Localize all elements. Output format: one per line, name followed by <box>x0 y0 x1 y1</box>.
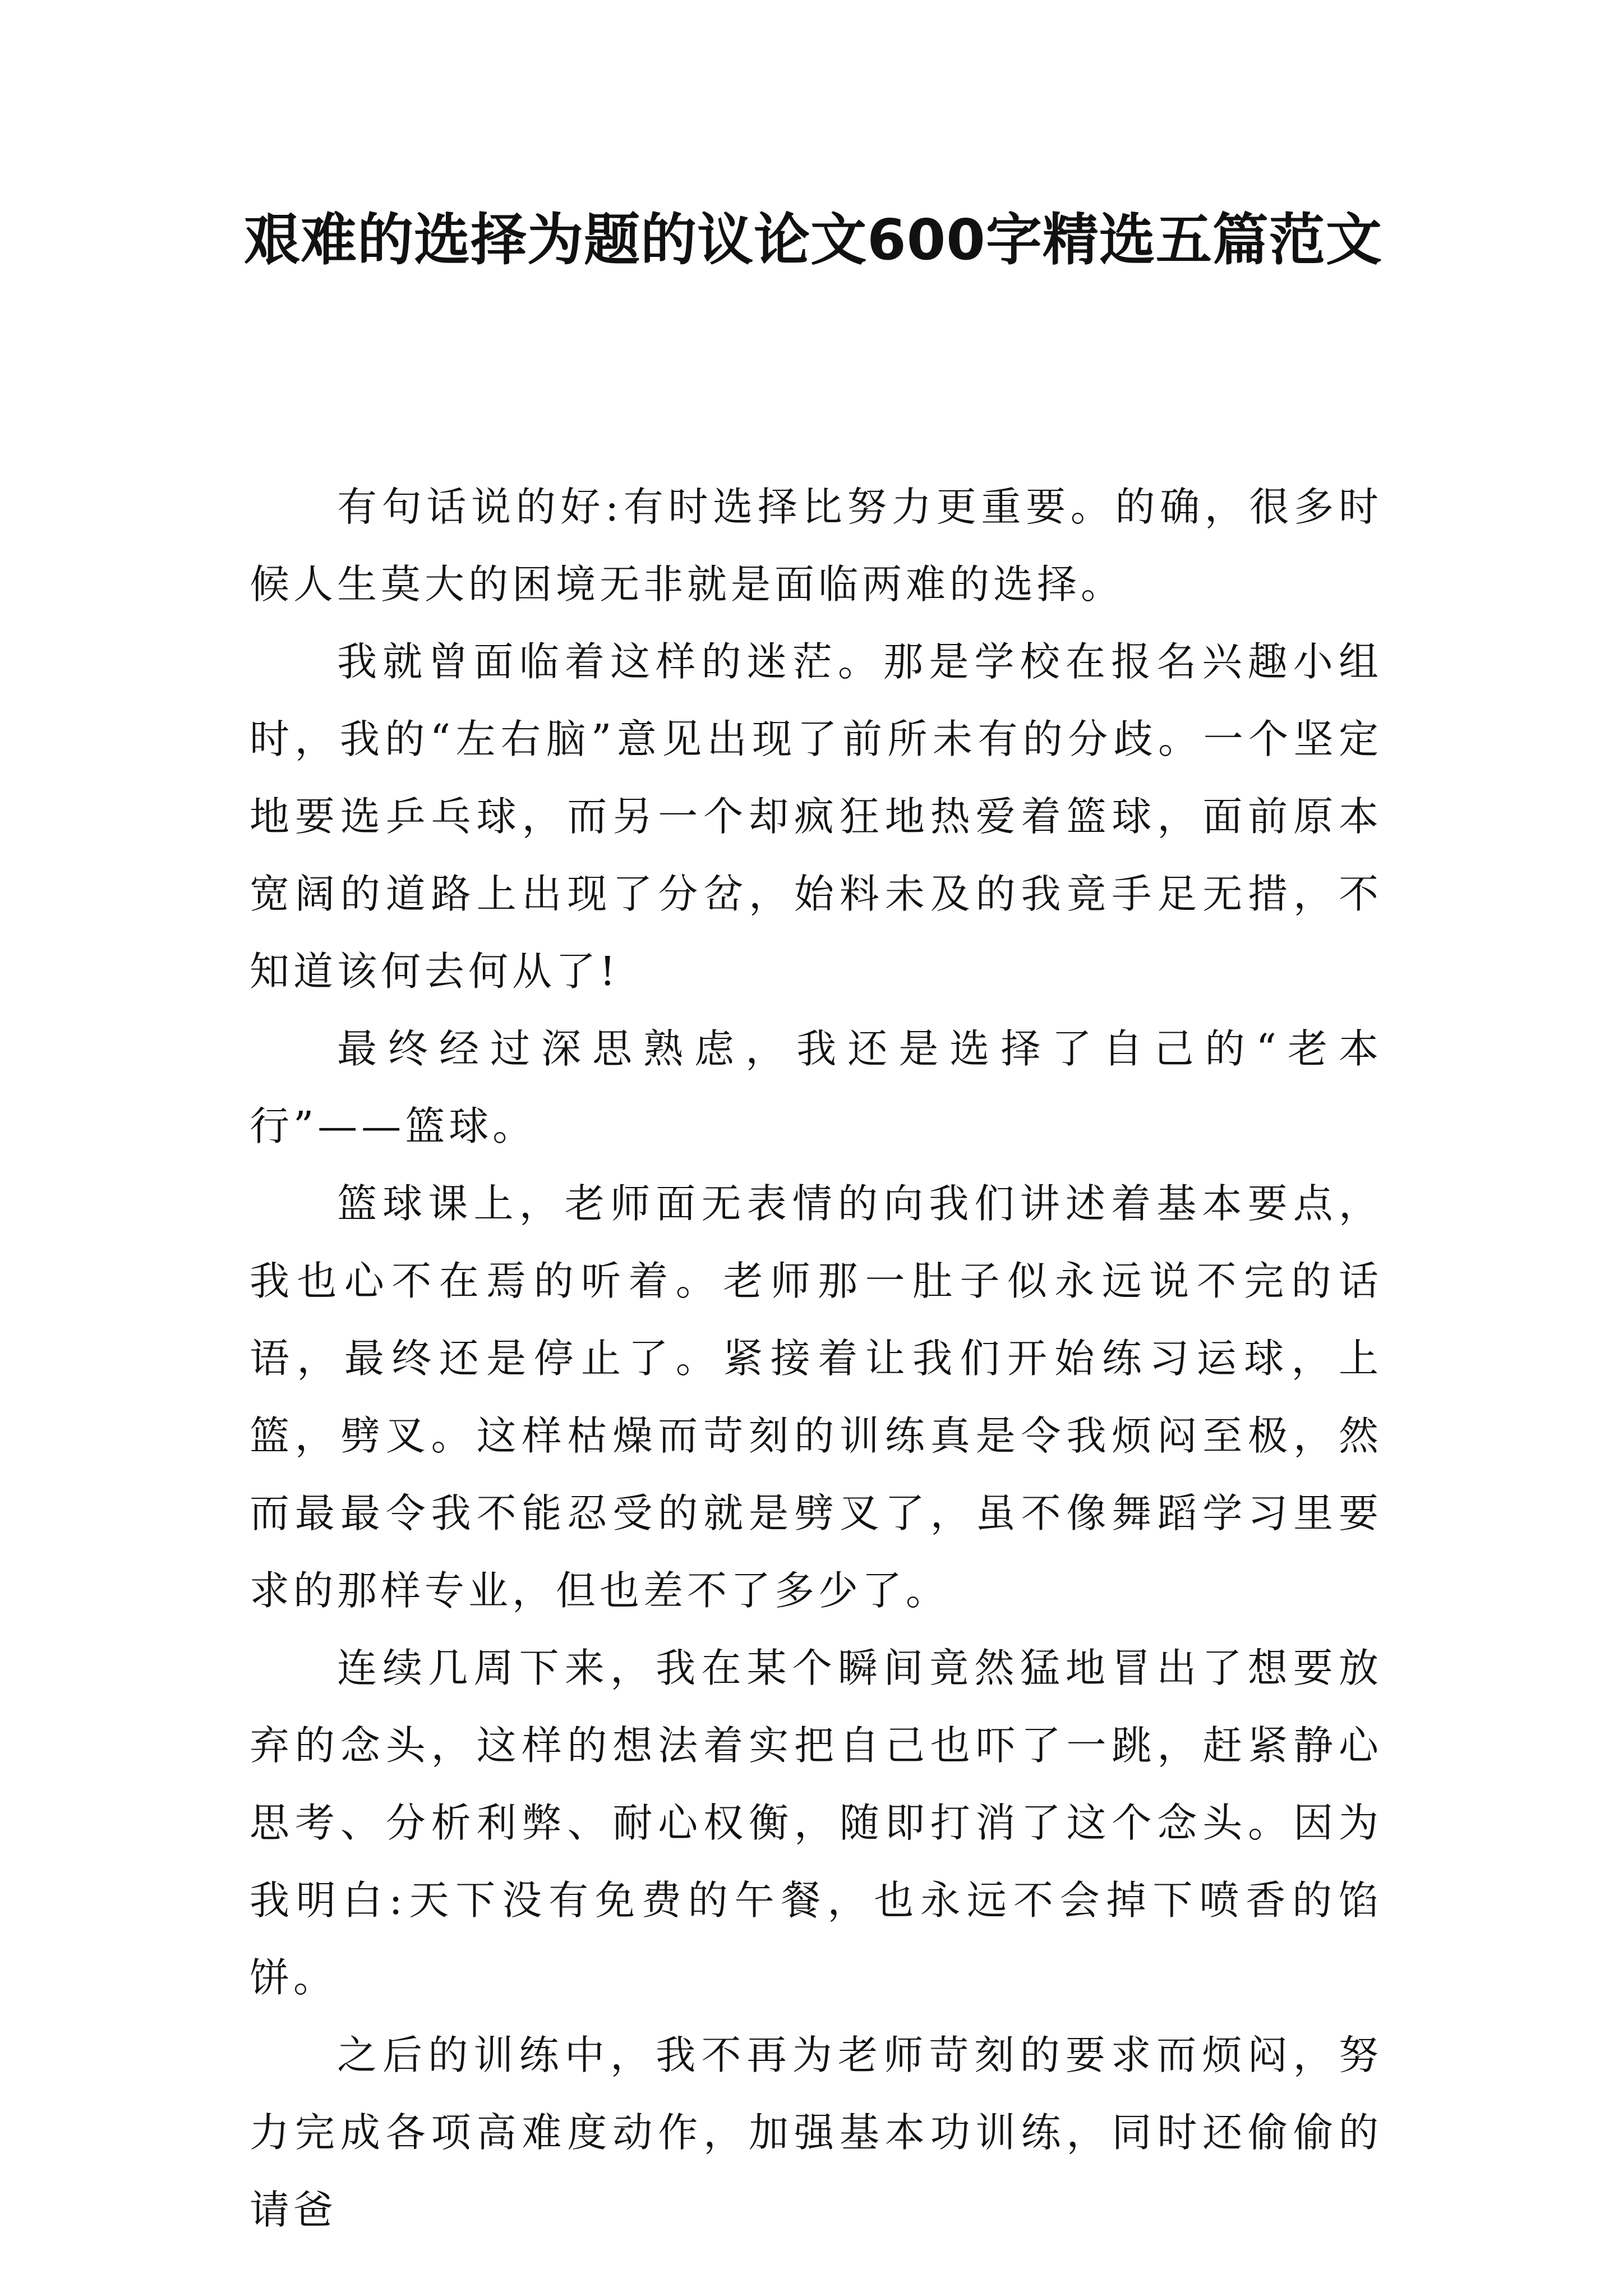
paragraph-5: 连续几周下来，我在某个瞬间竟然猛地冒出了想要放弃的念头，这样的想法着实把自己也吓了一跳，赶紧静心思考、分析利弊、耐心权衡，随即打消了这个念头。因为我明白:天下没有免费的午餐，也永远不会掉下喷香的馅饼。 <box>250 1645 1382 2001</box>
paragraph-1: 有句话说的好:有时选择比努力更重要。的确，很多时候人生莫大的困境无非就是面临两难的选择。 <box>250 484 1382 608</box>
document-body <box>250 468 1382 2249</box>
paragraph-3: 最终经过深思熟虑，我还是选择了自己的“老本行”——篮球。 <box>250 1025 1382 1149</box>
paragraph-6: 之后的训练中，我不再为老师苛刻的要求而烦闷，努力完成各项高难度动作，加强基本功训练，同时还偷偷的请爸 <box>250 2032 1382 2233</box>
paragraph-2: 我就曾面临着这样的迷茫。那是学校在报名兴趣小组时，我的“左右脑”意见出现了前所未有的分歧。一个坚定地要选乒乓球，而另一个却疯狂地热爱着篮球，面前原本宽阔的道路上出现了分岔，始料未及的我竟手足无措，不知道该何去何从了! <box>250 638 1382 995</box>
document-title: 艰难的选择为题的议论文600字精选五篇范文 <box>244 207 1382 273</box>
paragraph-4: 篮球课上，老师面无表情的向我们讲述着基本要点，我也心不在焉的听着。老师那一肚子似永远说不完的话语，最终还是停止了。紧接着让我们开始练习运球，上篮，劈叉。这样枯燥而苛刻的训练真是令我烦闷至极，然而最最令我不能忍受的就是劈叉了，虽不像舞蹈学习里要求的那样专业，但也差不了多少了。 <box>250 1180 1382 1614</box>
